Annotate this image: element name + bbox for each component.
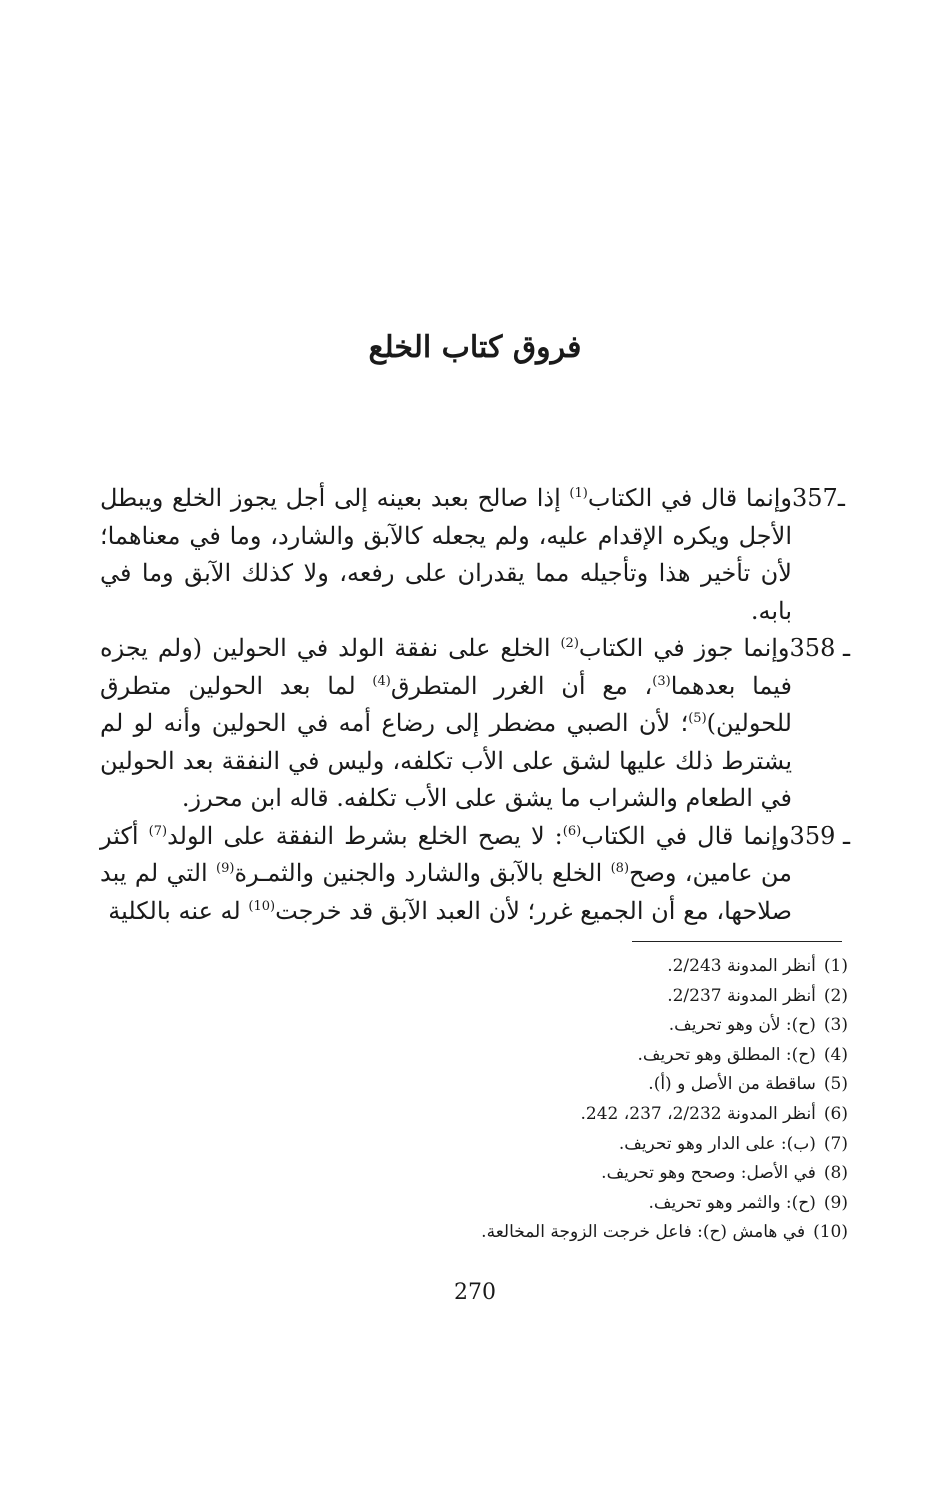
paragraph-359	[100, 818, 850, 931]
text-run: الخلع بالآبق والشارد والجنين والثمـرة	[234, 859, 611, 887]
paragraph-number: 357ـ	[792, 484, 845, 512]
text-run: : لا يصح الخلع بشرط النفقة على الولد	[167, 821, 563, 850]
footnote-number: (10)	[813, 1222, 848, 1243]
footnote	[100, 1130, 848, 1160]
footnote	[100, 1159, 848, 1189]
footnote	[100, 1189, 848, 1219]
footnote-text: (ح): والثمر وهو تحريف.	[648, 1192, 816, 1213]
main-text	[100, 480, 850, 930]
footnote-number: (4)	[823, 1044, 848, 1065]
footnote-ref: (3)	[652, 673, 671, 689]
paragraph-body	[100, 822, 792, 925]
footnote-text: ساقطة من الأصل و (أ).	[648, 1074, 816, 1095]
text-run: وإنما قال في الكتاب	[587, 484, 792, 512]
paragraph-358	[100, 630, 850, 818]
footnote-number: (3)	[823, 1015, 848, 1036]
footnote-number: (1)	[823, 956, 848, 976]
footnote-text: أنظر المدونة 2/232، 237، 242.	[580, 1103, 816, 1124]
text-run: وإنما جوز في الكتاب	[578, 634, 790, 662]
footnote-text: (ح): المطلق وهو تحريف.	[637, 1044, 816, 1065]
footnote	[100, 982, 848, 1012]
footnote-text: في الأصل: وصحح وهو تحريف.	[601, 1163, 816, 1184]
text-run: له عنه بالكلية	[108, 896, 249, 925]
footnote-number: (8)	[823, 1163, 848, 1184]
footnote-ref: (7)	[148, 823, 168, 839]
chapter-title: فروق كتاب الخلع	[368, 330, 582, 365]
footnote-text: أنظر المدونة 2/237.	[667, 985, 816, 1006]
paragraph-number: 359 ـ	[789, 821, 851, 850]
footnote-number: (7)	[823, 1133, 848, 1154]
paragraph-body	[100, 484, 792, 625]
text-run: لما بعد الحولين متطرق للحولين)	[100, 671, 792, 737]
footnote-ref: (5)	[688, 711, 707, 726]
footnote-text: في هامش (ح): فاعل خرجت الزوجة المخالعة.	[481, 1222, 806, 1243]
footnote-ref: (4)	[372, 673, 391, 689]
footnote	[100, 1041, 848, 1071]
footnote	[100, 1218, 848, 1248]
footnote-ref: (2)	[560, 636, 579, 651]
text-run: أكثر من عامين، وصح	[100, 821, 792, 887]
footnote	[100, 1100, 848, 1130]
footnote-number: (6)	[823, 1103, 848, 1124]
footnote-ref: (8)	[610, 861, 630, 876]
page-number: 270	[454, 1280, 496, 1305]
footnote	[100, 952, 848, 982]
paragraph-357	[100, 480, 850, 630]
paragraph-body	[100, 634, 792, 812]
text-run: وإنما قال في الكتاب	[581, 821, 790, 850]
text-run: الخلع على نفقة الولد في الحولين (ولم يجزه فيما بعدهما	[100, 634, 792, 700]
text-run: التي لم يبد صلاحها، مع أن الجميع غرر؛ لأن العبد الآبق قد خرجت	[100, 859, 792, 925]
footnote-ref: (9)	[216, 861, 235, 876]
footnote-ref: (10)	[248, 898, 276, 914]
footnote	[100, 1011, 848, 1041]
text-run: ، مع أن الغرر المتطرق	[390, 671, 653, 700]
footnote-text: (ب): على الدار وهو تحريف.	[618, 1133, 816, 1154]
text-run: ؛ لأن الصبي مضطر إلى رضاع أمه في الحولين وأنه لو لم يشترط ذلك عليها لشق على الأب تكلفه، وليس في النفقة بعد الحولين في الطعام والشراب ما يشق على الأب تكلفه. قاله ابن محرز.	[100, 709, 792, 812]
footnotes-list	[100, 952, 848, 1248]
footnote-separator	[632, 941, 842, 942]
footnote-number: (9)	[823, 1192, 848, 1213]
footnote-text: (ح): لأن وهو تحريف.	[668, 1015, 816, 1036]
paragraph-number: 358 ـ	[789, 634, 850, 662]
footnote	[100, 1070, 848, 1100]
footnote-ref: (6)	[562, 823, 582, 839]
footnote-number: (2)	[823, 985, 848, 1006]
text-run: إذا صالح بعبد بعينه إلى أجل يجوز الخلع ويبطل الأجل ويكره الإقدام عليه، ولم يجعله كالآبق والشارد، وما في معناهما؛ لأن تأخير هذا وتأجيله مما يقدران على رفعه، ولا كذلك الآبق وما في بابه.	[100, 484, 792, 625]
footnote-number: (5)	[823, 1074, 848, 1095]
footnote-ref: (1)	[569, 486, 588, 501]
footnote-text: أنظر المدونة 2/243.	[667, 956, 816, 976]
